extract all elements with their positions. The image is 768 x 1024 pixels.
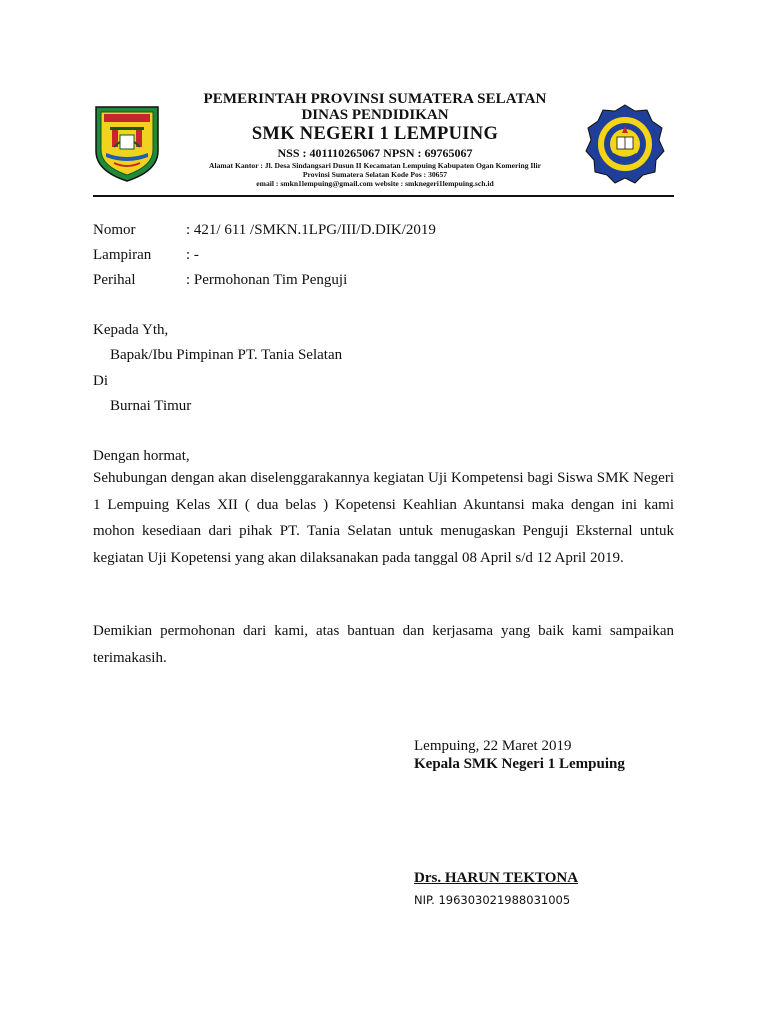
letterhead-divider — [93, 195, 674, 197]
body-paragraph-1: Sehubungan dengan akan diselenggarakannya kegiatan Uji Kompetensi bagi Siswa SMK Negeri 1 Lempuing Kelas XII ( dua belas ) Kopetensi Keahlian Akuntansi maka dengan ini kami mohon kesediaan dari pihak PT. Tania Selatan untuk menugaskan Penguji Eksternal untuk kegiatan Uji Kopetensi yang akan dilaksanakan pada tanggal 08 April s/d 12 April 2019. — [93, 470, 674, 566]
body-paragraph-2: Demikian permohonan dari kami, atas bantuan dan kerjasama yang baik kami sampaikan terimakasih. — [93, 623, 674, 666]
letterhead-contact: email : smkn1lempuing@gmail.com website : smknegeri1lempuing.sch.id — [256, 178, 494, 188]
signatory-nip: NIP. 196303021988031005 — [414, 893, 571, 907]
signature-place-date: Lempuing, 22 Maret 2019 — [414, 738, 572, 754]
recipient-salutation: Kepada Yth, — [93, 322, 169, 338]
letterhead-address: Alamat Kantor : Jl. Desa Sindangsari Dusun II Kecamatan Lempuing Kabupaten Ogan Komering Ilir — [209, 160, 541, 170]
letterhead-school-name: SMK NEGERI 1 LEMPUING — [251, 124, 499, 144]
lampiran-value: : - — [186, 247, 199, 263]
nomor-value: : 421/ 611 /SMKN.1LPG/III/D.DIK/2019 — [186, 222, 436, 238]
perihal-value: : Permohonan Tim Penguji — [186, 272, 348, 288]
province-emblem-logo — [92, 103, 162, 183]
recipient-name: Bapak/Ibu Pimpinan PT. Tania Selatan — [110, 347, 343, 363]
signatory-name: Drs. HARUN TEKTONA — [414, 870, 579, 886]
letterhead — [180, 92, 570, 188]
lampiran-label: Lampiran — [93, 247, 152, 263]
letterhead-province-postcode: Provinsi Sumatera Selatan Kode Pos : 30657 — [302, 169, 448, 179]
recipient-di: Di — [93, 373, 108, 389]
greeting: Dengan hormat, — [93, 448, 190, 464]
letterhead-government: PEMERINTAH PROVINSI SUMATERA SELATAN — [203, 91, 547, 107]
signature-position: Kepala SMK Negeri 1 Lempuing — [414, 756, 625, 772]
perihal-label: Perihal — [93, 272, 136, 288]
recipient-place: Burnai Timur — [110, 398, 192, 414]
letterhead-nss-npsn: NSS : 401110265067 NPSN : 69765067 — [277, 145, 473, 160]
letterhead-department: DINAS PENDIDIKAN — [301, 107, 449, 123]
school-emblem-logo — [585, 104, 665, 184]
nomor-label: Nomor — [93, 222, 136, 238]
